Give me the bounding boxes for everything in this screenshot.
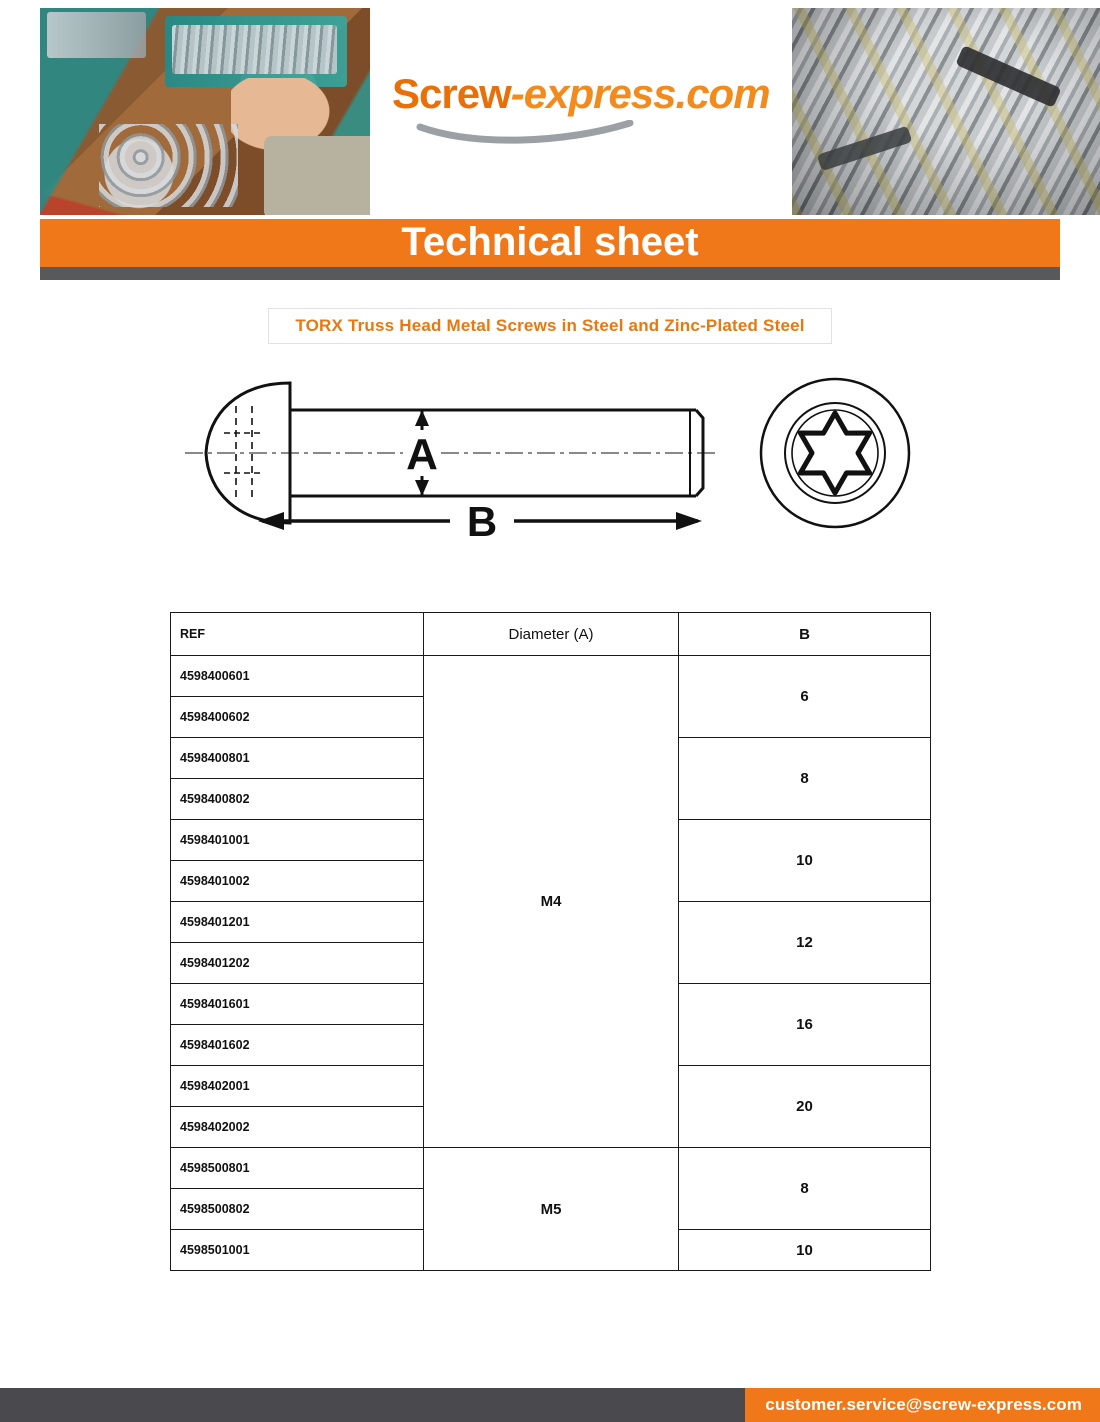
dim-a-arrowhead-up [415,410,429,426]
col-header-b: B [679,613,931,656]
dark-screw-decoration-2 [817,126,912,171]
recess-rim-circle [792,410,878,496]
ref-cell: 4598402001 [171,1066,424,1107]
ref-cell: 4598400802 [171,779,424,820]
logo [392,8,770,146]
dim-a-arrowhead-down [415,480,429,496]
banner-title: Technical sheet [40,219,1060,267]
b-cell: 10 [679,1230,931,1271]
screws-pile-photo [792,8,1100,215]
b-cell: 16 [679,984,931,1066]
b-cell: 8 [679,738,931,820]
diameter-cell-m4: M4 [424,656,679,1148]
logo-swoosh-icon [416,120,636,146]
ref-cell: 4598401601 [171,984,424,1025]
banner-underline-bar [40,267,1060,280]
table-row [171,1148,931,1189]
logo-brand-part2: -express.com [510,70,770,117]
table-row [171,656,931,697]
ref-cell: 4598400602 [171,697,424,738]
ref-cell: 4598400801 [171,738,424,779]
ref-cell: 4598401202 [171,943,424,984]
ref-cell: 4598500802 [171,1189,424,1230]
washers-decoration [99,124,238,207]
ref-cell: 4598501001 [171,1230,424,1271]
customer-service-email: customer.service@screw-express.com [765,1395,1082,1414]
dark-screw-decoration [956,45,1062,107]
dim-b-arrowhead-right [676,512,702,530]
torx-star [800,413,869,493]
diameter-cell-m5: M5 [424,1148,679,1271]
b-cell: 10 [679,820,931,902]
footer-gray-bar [0,1388,745,1422]
head-outer-circle [761,379,909,527]
gray-tray-decoration [47,12,146,58]
b-cell: 8 [679,1148,931,1230]
title-row [0,308,1100,344]
dim-b-arrowhead-left [258,512,284,530]
ref-cell: 4598401201 [171,902,424,943]
spec-table [170,612,931,1271]
ref-cell: 4598401602 [171,1025,424,1066]
page-title: TORX Truss Head Metal Screws in Steel and Zinc-Plated Steel [268,308,831,344]
logo-brand-part1: Screw [392,70,511,117]
logo-text [392,70,770,118]
ref-cell: 4598400601 [171,656,424,697]
ref-cell: 4598402002 [171,1107,424,1148]
table-header-row [171,613,931,656]
col-header-diameter: Diameter (A) [424,613,679,656]
screw-technical-drawing [0,358,1100,588]
screws-box-decoration [172,25,337,75]
workbench-photo [40,8,370,215]
ref-cell: 4598401002 [171,861,424,902]
footer [0,1388,1100,1422]
dim-a-label: A [406,430,438,479]
sleeve-decoration [264,136,370,215]
col-header-ref: REF [171,613,424,656]
dim-b-label: B [466,498,498,545]
ref-cell: 4598401001 [171,820,424,861]
footer-orange-bar [745,1388,1100,1422]
b-cell: 20 [679,1066,931,1148]
header [0,0,1100,215]
ref-cell: 4598500801 [171,1148,424,1189]
b-cell: 6 [679,656,931,738]
b-cell: 12 [679,902,931,984]
